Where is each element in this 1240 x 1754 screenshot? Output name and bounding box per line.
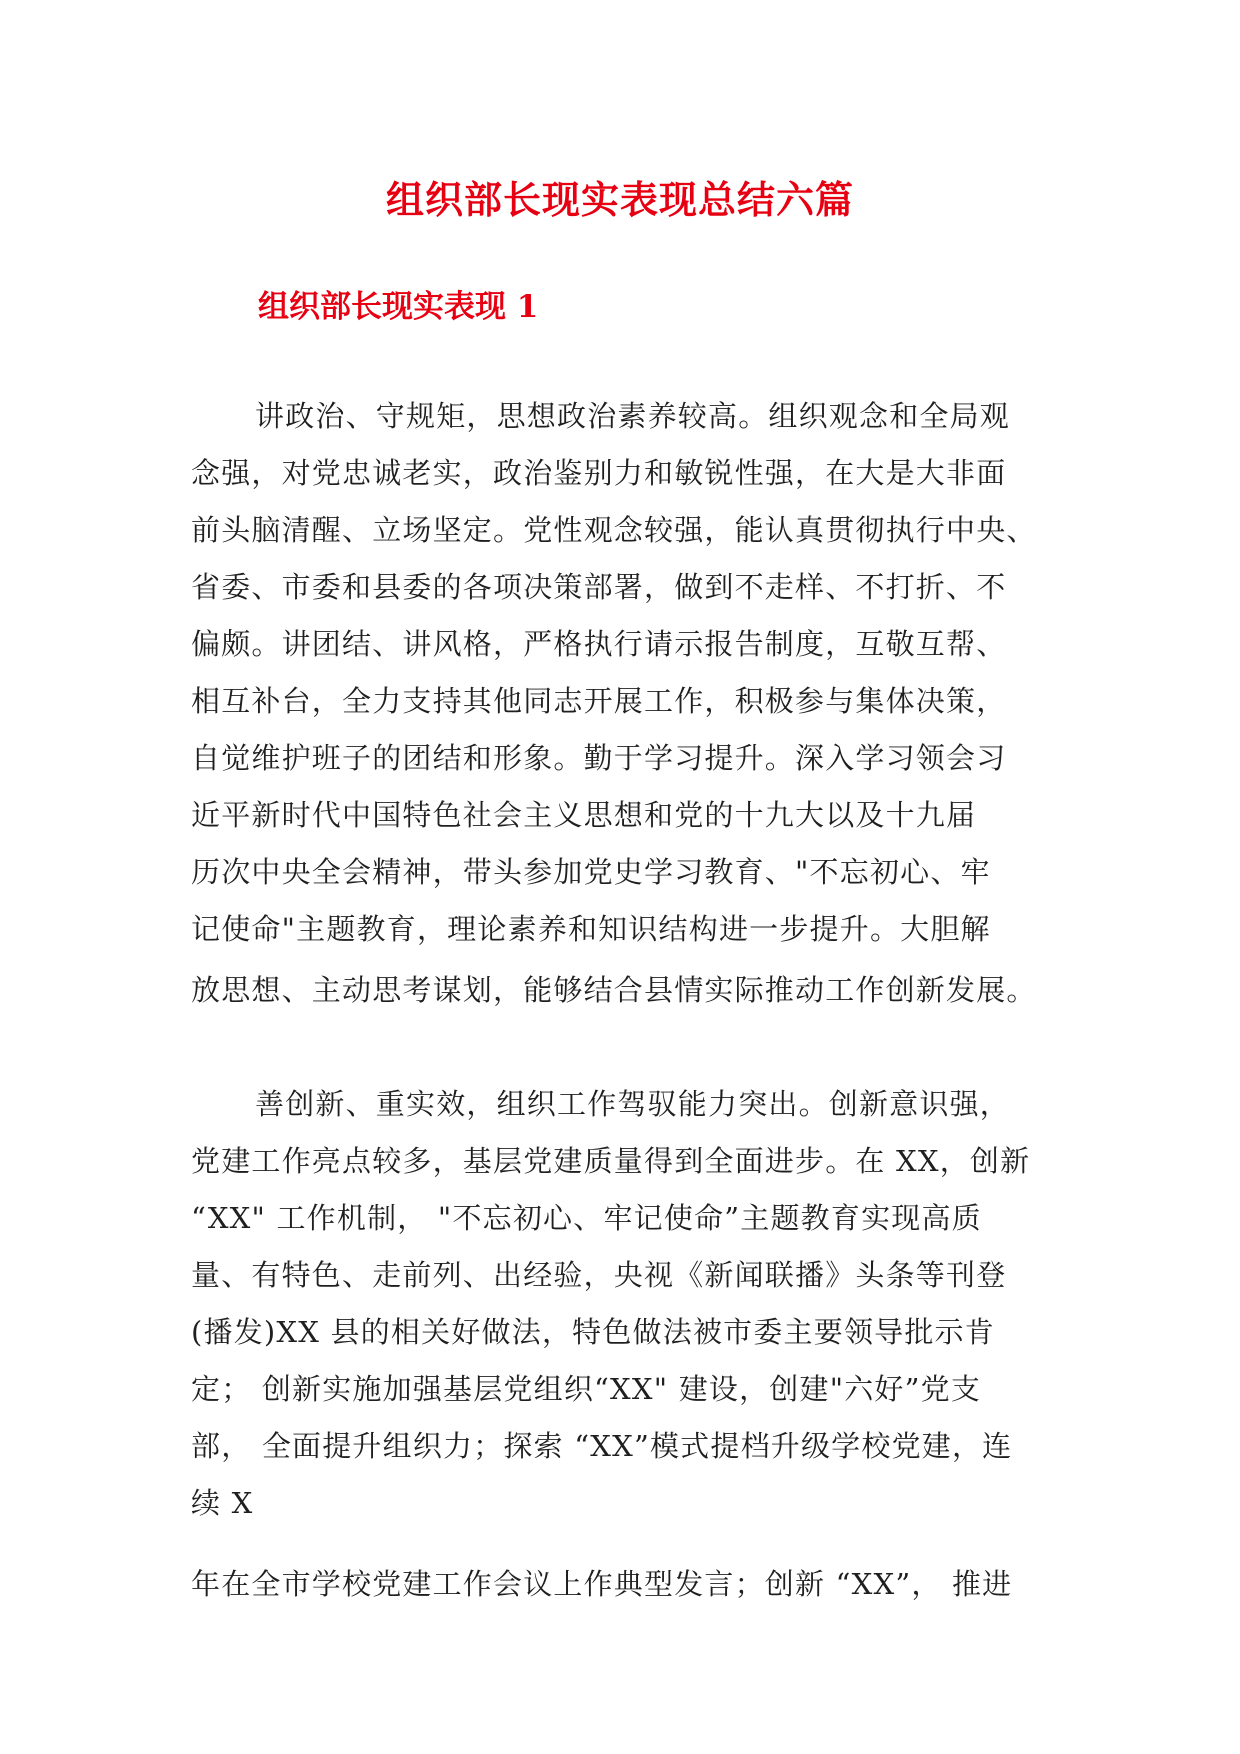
paragraph-line: 续 X: [191, 1486, 254, 1520]
paragraph-line: (播发)XX 县的相关好做法，特色做法被市委主要领导批示肯: [191, 1315, 995, 1349]
paragraph-line: 自觉维护班子的团结和形象。勤于学习提升。深入学习领会习: [191, 741, 1007, 775]
paragraph-line: “XX" 工作机制， "不忘初心、牢记使命”主题教育实现高质: [191, 1201, 982, 1235]
paragraph-line: 相互补台，全力支持其他同志开展工作，积极参与集体决策，: [191, 684, 1007, 718]
paragraph-line: 省委、市委和县委的各项决策部署，做到不走样、不打折、不: [191, 570, 1007, 604]
paragraph-line: 定； 创新实施加强基层党组织“XX" 建设，创建"六好”党支: [191, 1372, 982, 1406]
paragraph-line: 偏颇。讲团结、讲风格，严格执行请示报告制度，互敬互帮、: [191, 627, 1007, 661]
document-title: 组织部长现实表现总结六篇: [385, 177, 854, 222]
section-heading: 组织部长现实表现 1: [258, 289, 539, 325]
paragraph-line: 年在全市学校党建工作会议上作典型发言；创新 “XX”， 推进: [191, 1567, 1013, 1601]
paragraph-line: 部， 全面提升组织力；探索 “XX”模式提档升级学校党建，连: [191, 1429, 1013, 1463]
paragraph-line: 历次中央全会精神，带头参加党史学习教育、"不忘初心、牢: [191, 855, 991, 889]
paragraph-line: 党建工作亮点较多，基层党建质量得到全面进步。在 XX，创新: [191, 1144, 1031, 1178]
paragraph-line: 善创新、重实效，组织工作驾驭能力突出。创新意识强，: [255, 1087, 1011, 1121]
paragraph-line: 近平新时代中国特色社会主义思想和党的十九大以及十九届: [191, 798, 977, 832]
paragraph-line: 前头脑清醒、立场坚定。党性观念较强，能认真贯彻执行中央、: [191, 513, 1037, 547]
paragraph-line: 放思想、主动思考谋划，能够结合县情实际推动工作创新发展。: [191, 973, 1037, 1007]
paragraph-line: 念强，对党忠诚老实，政治鉴别力和敏锐性强，在大是大非面: [191, 456, 1007, 490]
paragraph-line: 量、有特色、走前列、出经验，央视《新闻联播》头条等刊登: [191, 1258, 1007, 1292]
paragraph-line: 讲政治、守规矩，思想政治素养较高。组织观念和全局观: [255, 399, 1011, 433]
paragraph-line: 记使命"主题教育，理论素养和知识结构进一步提升。大胆解: [191, 912, 991, 946]
